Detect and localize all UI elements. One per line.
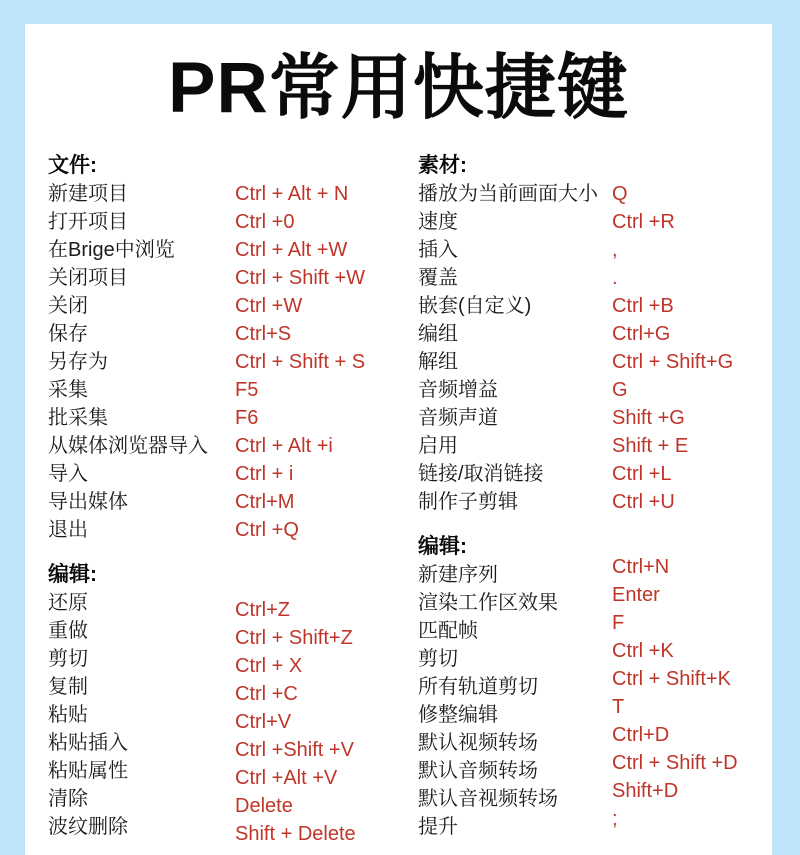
shortcut-keys: G xyxy=(612,379,628,401)
shortcut-columns xyxy=(25,151,772,845)
shortcut-keys: Ctrl+Z xyxy=(235,599,290,621)
shortcut-keys: Ctrl+G xyxy=(612,323,671,345)
shortcut-keys: Ctrl +Shift +V xyxy=(235,739,354,761)
shortcut-row xyxy=(418,488,772,516)
shortcut-keys: Ctrl +K xyxy=(612,640,674,662)
shortcut-keys: F xyxy=(612,612,625,634)
shortcut-keys: Ctrl + Shift + S xyxy=(235,351,366,373)
shortcut-label: 清除 xyxy=(48,788,88,810)
shortcut-row xyxy=(418,236,772,264)
shortcut-keys: Ctrl +Q xyxy=(235,519,299,541)
shortcut-keys: Delete xyxy=(235,795,293,817)
shortcut-row xyxy=(418,376,772,404)
shortcut-label: 音频声道 xyxy=(418,407,498,429)
shortcut-label: 编组 xyxy=(418,323,458,345)
shortcut-label: 保存 xyxy=(48,323,88,345)
shortcut-keys: Ctrl+M xyxy=(235,491,295,513)
right-column xyxy=(418,151,772,841)
shortcut-label: 解组 xyxy=(418,351,458,373)
shortcut-row xyxy=(48,432,418,460)
shortcut-label: 粘贴属性 xyxy=(48,760,128,782)
shortcut-keys: Ctrl + Shift+K xyxy=(612,668,731,690)
shortcut-label: 关闭 xyxy=(48,295,88,317)
shortcut-row xyxy=(48,589,418,621)
shortcut-keys: Ctrl + Alt +W xyxy=(235,239,348,261)
shortcut-label: 默认音频转场 xyxy=(418,760,538,782)
shortcut-label: 剪切 xyxy=(418,648,458,670)
shortcut-row xyxy=(418,292,772,320)
section-heading: 文件: xyxy=(48,154,97,177)
shortcut-keys: Enter xyxy=(612,584,660,606)
shortcut-keys: Ctrl+N xyxy=(612,556,670,578)
page-title: PR常用快捷键 xyxy=(168,49,629,128)
shortcut-row xyxy=(48,516,418,544)
shortcut-label: 所有轨道剪切 xyxy=(418,676,538,698)
shortcut-label: 重做 xyxy=(48,620,88,642)
shortcut-label: 默认音视频转场 xyxy=(418,788,558,810)
shortcut-keys: Shift + E xyxy=(612,435,689,457)
shortcut-row xyxy=(48,404,418,432)
shortcut-row xyxy=(418,348,772,376)
shortcut-label: 修整编辑 xyxy=(418,704,498,726)
shortcut-label: 粘贴插入 xyxy=(48,732,128,754)
shortcut-keys: F6 xyxy=(235,407,259,429)
shortcut-keys: Ctrl +0 xyxy=(235,211,295,233)
shortcut-keys: ; xyxy=(612,808,618,830)
shortcut-section xyxy=(48,151,418,544)
shortcut-label: 还原 xyxy=(48,592,88,614)
shortcut-label: 波纹删除 xyxy=(48,816,128,838)
shortcut-keys: Ctrl + Alt + N xyxy=(235,183,349,205)
shortcut-label: 打开项目 xyxy=(48,211,128,233)
shortcut-keys: Ctrl + X xyxy=(235,655,303,677)
section-heading: 编辑: xyxy=(48,563,97,586)
shortcut-label: 默认视频转场 xyxy=(418,732,538,754)
shortcut-row xyxy=(48,236,418,264)
shortcut-label: 剪切 xyxy=(48,648,88,670)
shortcut-row xyxy=(48,376,418,404)
shortcut-keys: Ctrl +U xyxy=(612,491,675,513)
shortcut-keys: F5 xyxy=(235,379,259,401)
shortcut-section xyxy=(48,560,418,845)
shortcut-keys: Ctrl + Alt +i xyxy=(235,435,333,457)
shortcut-label: 播放为当前画面大小 xyxy=(418,183,598,205)
shortcut-row xyxy=(48,488,418,516)
shortcut-row xyxy=(418,432,772,460)
section-heading: 素材: xyxy=(418,154,467,177)
section-heading: 编辑: xyxy=(418,535,467,558)
shortcut-row xyxy=(418,180,772,208)
shortcut-label: 提升 xyxy=(418,816,458,838)
left-column xyxy=(48,151,418,845)
shortcut-keys: Ctrl+D xyxy=(612,724,670,746)
shortcut-label: 批采集 xyxy=(48,407,108,429)
shortcut-label: 速度 xyxy=(418,211,458,233)
shortcut-row xyxy=(48,264,418,292)
shortcut-keys: Ctrl + Shift +W xyxy=(235,267,366,289)
shortcut-label: 渲染工作区效果 xyxy=(418,592,558,614)
shortcut-label: 新建项目 xyxy=(48,183,128,205)
shortcut-keys: Shift +G xyxy=(612,407,685,429)
shortcut-label: 退出 xyxy=(48,519,88,541)
shortcut-label: 覆盖 xyxy=(418,267,458,289)
shortcut-keys: Ctrl +C xyxy=(235,683,298,705)
shortcut-keys: Shift + Delete xyxy=(235,823,356,845)
shortcut-label: 关闭项目 xyxy=(48,267,128,289)
shortcut-label: 音频增益 xyxy=(418,379,498,401)
shortcut-row xyxy=(418,208,772,236)
shortcut-label: 在Brige中浏览 xyxy=(48,239,175,261)
shortcut-keys: Ctrl+V xyxy=(235,711,292,733)
shortcut-label: 插入 xyxy=(418,239,458,261)
shortcut-row xyxy=(418,404,772,432)
shortcut-keys: , xyxy=(612,239,618,261)
shortcut-row xyxy=(48,320,418,348)
shortcut-keys: Ctrl + Shift+Z xyxy=(235,627,353,649)
shortcut-keys: Q xyxy=(612,183,628,205)
poster-card xyxy=(25,24,772,855)
shortcut-keys: Ctrl+S xyxy=(235,323,292,345)
shortcut-label: 采集 xyxy=(48,379,88,401)
shortcut-keys: Ctrl + Shift +D xyxy=(612,752,738,774)
shortcut-label: 制作子剪辑 xyxy=(418,491,518,513)
shortcut-label: 匹配帧 xyxy=(418,620,478,642)
shortcut-keys: . xyxy=(612,267,618,289)
shortcut-label: 导入 xyxy=(48,463,88,485)
shortcut-row xyxy=(48,180,418,208)
shortcut-row xyxy=(418,460,772,488)
shortcut-keys: Ctrl +L xyxy=(612,463,672,485)
shortcut-row xyxy=(418,808,772,841)
shortcut-keys: Ctrl +B xyxy=(612,295,674,317)
shortcut-row xyxy=(48,292,418,320)
shortcut-label: 粘贴 xyxy=(48,704,88,726)
shortcut-keys: Ctrl + i xyxy=(235,463,294,485)
shortcut-row xyxy=(48,460,418,488)
shortcut-label: 嵌套(自定义) xyxy=(418,295,532,317)
shortcut-label: 启用 xyxy=(418,435,458,457)
shortcut-keys: Ctrl + Shift+G xyxy=(612,351,734,373)
shortcut-row xyxy=(48,208,418,236)
shortcut-label: 链接/取消链接 xyxy=(418,463,544,485)
shortcut-keys: T xyxy=(612,696,625,718)
shortcut-label: 新建序列 xyxy=(418,564,498,586)
shortcut-keys: Ctrl +R xyxy=(612,211,675,233)
shortcut-label: 另存为 xyxy=(48,351,108,373)
shortcut-section xyxy=(418,151,772,516)
shortcut-label: 从媒体浏览器导入 xyxy=(48,435,208,457)
shortcut-label: 复制 xyxy=(48,676,88,698)
shortcut-keys: Ctrl +Alt +V xyxy=(235,767,338,789)
shortcut-keys: Ctrl +W xyxy=(235,295,303,317)
shortcut-row xyxy=(418,320,772,348)
shortcut-row xyxy=(48,348,418,376)
shortcut-keys: Shift+D xyxy=(612,780,679,802)
shortcut-label: 导出媒体 xyxy=(48,491,128,513)
shortcut-section xyxy=(418,532,772,841)
shortcut-row xyxy=(418,264,772,292)
